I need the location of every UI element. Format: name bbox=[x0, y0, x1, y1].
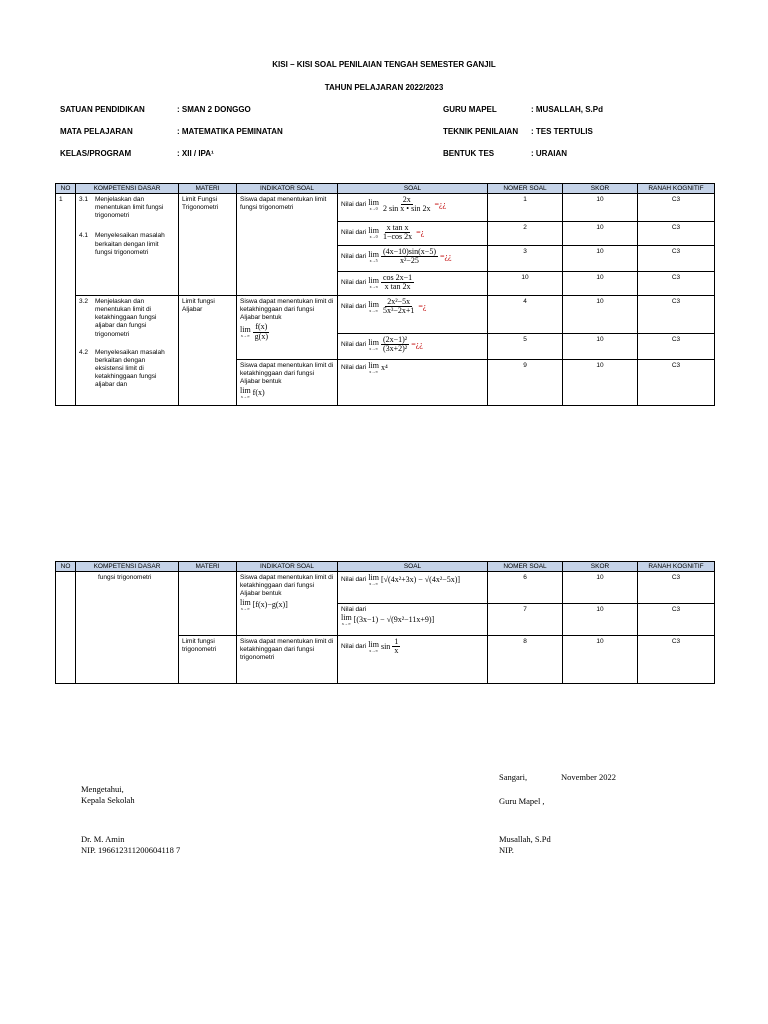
col-soal: SOAL bbox=[338, 184, 488, 194]
materi-cell-3: Limit fungsi trigonometri bbox=[179, 636, 237, 684]
soal-cell: Nilai dari lim x→∞ [(3x−1) − √(9x²−11x+9)] bbox=[338, 604, 488, 636]
signature-left-name: Dr. M. Amin NIP. 196612311200604118 7 bbox=[81, 834, 181, 855]
indikator-cell-3: Siswa dapat menentukan limit di ketakhinggaan dari fungsi Aljabar bentuk lim x→∞ f(x) bbox=[237, 360, 338, 406]
mapel-value: : MATEMATIKA PEMINATAN bbox=[177, 127, 283, 136]
soal-cell: Nilai dari lim x→∞ sin $\frac{1}{x}$ bbox=[338, 636, 488, 684]
table-row: Nilai dari lim x→∞ [(3x−1) − √(9x²−11x+9)] 7 10 C3 bbox=[56, 604, 715, 636]
table-header-row bbox=[56, 184, 715, 194]
bentuk-value: : URAIAN bbox=[531, 149, 567, 158]
col-ranah: RANAH KOGNITIF bbox=[638, 184, 715, 194]
bentuk-label: BENTUK TES bbox=[443, 149, 495, 158]
signature-right-name: Musallah, S.Pd NIP. bbox=[499, 834, 551, 855]
kelas-value: : XII / IPA¹ bbox=[177, 149, 214, 158]
kelas-label: KELAS/PROGRAM bbox=[60, 149, 132, 158]
guru-value: : MUSALLAH, S.Pd bbox=[531, 105, 603, 114]
soal-cell: Nilai dari lim x→∞ $\frac{\text{2x²−5x}}{\text{5x³−2x+1}}$ =¿ bbox=[338, 296, 488, 334]
table-row: fungsi trigonometri Siswa dapat menentukan limit di ketakhinggaan dari fungsi Aljabar bentuk lim x→∞ [f(x)−g(x)] Nilai dari lim x→∞ [√(4x²+3x) − √(4x²−5x)] 6 10 C3 bbox=[56, 572, 715, 604]
document-subtitle: TAHUN PELAJARAN 2022/2023 bbox=[324, 83, 444, 92]
signature-right-date: November 2022 bbox=[561, 772, 617, 782]
satuan-value: : SMAN 2 DONGGO bbox=[177, 105, 251, 114]
teknik-label: TEKNIK PENILAIAN bbox=[443, 127, 519, 136]
table-row: Nilai dari lim x→∞ $\frac{\text{(2x−1)²}}{\text{(3x+2)²}}$ =¿¿ 5 10 C3 bbox=[56, 334, 715, 360]
indikator-cell-1: Siswa dapat menentukan limit fungsi trigonometri bbox=[237, 194, 338, 296]
kd-cell-2: 3.2 Menjelaskan dan menentukan limit di ketakhinggaan fungsi aljabar dan fungsi trigonometri 4.2 Menyelesaikan masalah berkaitan dengan eksistensi limit di ketakhinggaan fungsi aljabar dan bbox=[76, 296, 179, 406]
soal-cell: Nilai dari lim x→5 $\frac{(4x-10)\sin(x-5)}{\text{x²−25}}$ =¿¿ bbox=[338, 246, 488, 272]
materi-cell-empty bbox=[179, 572, 237, 636]
kd-cell-1: 3.1 Menjelaskan dan menentukan limit fungsi trigonometri 4.1 Menyelesaikan masalah berkaitan dengan limit fungsi trigonometri bbox=[76, 194, 179, 296]
soal-cell: Nilai dari lim x→π $\frac{\cos 2x-1}{\text{x tan 2x}}$ bbox=[338, 272, 488, 296]
teknik-value: : TES TERTULIS bbox=[531, 127, 593, 136]
materi-cell-2: Limit fungsi Aljabar bbox=[179, 296, 237, 406]
indikator-cell-4: Siswa dapat menentukan limit di ketakhinggaan dari fungsi Aljabar bentuk lim x→∞ [f(x)−g(x)] bbox=[237, 572, 338, 636]
col-skor: SKOR bbox=[563, 184, 638, 194]
col-no: NO bbox=[56, 184, 76, 194]
row-no: 1 bbox=[56, 194, 76, 406]
document-title: KISI – KISI SOAL PENILAIAN TENGAH SEMESTER GANJIL bbox=[272, 60, 496, 69]
mapel-label: MATA PELAJARAN bbox=[60, 127, 133, 136]
materi-cell-1: Limit Fungsi Trigonometri bbox=[179, 194, 237, 296]
row-no bbox=[56, 572, 76, 684]
kd-cell-cont: fungsi trigonometri bbox=[76, 572, 179, 684]
table-row: Siswa dapat menentukan limit di ketakhinggaan dari fungsi Aljabar bentuk lim x→∞ f(x) Nilai dari lim x→∞ x⁴ 9 10 C3 bbox=[56, 360, 715, 406]
guru-label: GURU MAPEL bbox=[443, 105, 497, 114]
soal-cell: Nilai dari lim x→∞ [√(4x²+3x) − √(4x²−5x)] bbox=[338, 572, 488, 604]
table-row: Nilai dari lim x→5 $\frac{(4x-10)\sin(x-5)}{\text{x²−25}}$ =¿¿ 3 10 C3 bbox=[56, 246, 715, 272]
table-row: 1 3.1 Menjelaskan dan menentukan limit fungsi trigonometri 4.1 Menyelesaikan masalah berkaitan dengan limit fungsi trigonometri Limit Fungsi Trigonometri Siswa dapat menentukan limit fungsi trigonometri Nilai dari lim x→0 $\frac{2x}{\text{2 sin x • sin 2x}}$ =¿¿ 1 10 C3 bbox=[56, 194, 715, 222]
signature-right-place: Sangari, bbox=[499, 772, 528, 782]
kisi-table-2 bbox=[55, 561, 715, 684]
table-row: Nilai dari lim x→0 $\frac{\text{x tan x}}{1-\cos 2x}$ =¿ 2 10 C3 bbox=[56, 222, 715, 246]
kisi-table-1 bbox=[55, 183, 715, 406]
col-kompetensi: KOMPETENSI DASAR bbox=[76, 184, 179, 194]
soal-cell: Nilai dari lim x→∞ x⁴ bbox=[338, 360, 488, 406]
soal-cell: Nilai dari lim x→0 $\frac{\text{x tan x}}{1-\cos 2x}$ =¿ bbox=[338, 222, 488, 246]
soal-cell: Nilai dari lim x→∞ $\frac{\text{(2x−1)²}}{\text{(3x+2)²}}$ =¿¿ bbox=[338, 334, 488, 360]
col-indikator: INDIKATOR SOAL bbox=[237, 184, 338, 194]
satuan-label: SATUAN PENDIDIKAN bbox=[60, 105, 145, 114]
indikator-cell-2: Siswa dapat menentukan limit di ketakhinggaan dari fungsi Aljabar bentuk lim x→∞ $\frac{f(x)}{g(x)}$ bbox=[237, 296, 338, 360]
col-materi: MATERI bbox=[179, 184, 237, 194]
table-row: Nilai dari lim x→π $\frac{\cos 2x-1}{\text{x tan 2x}}$ 10 10 C3 bbox=[56, 272, 715, 296]
signature-left: Mengetahui, Kepala Sekolah bbox=[81, 784, 135, 805]
col-nomer: NOMER SOAL bbox=[488, 184, 563, 194]
soal-cell: Nilai dari lim x→0 $\frac{2x}{\text{2 sin x • sin 2x}}$ =¿¿ bbox=[338, 194, 488, 222]
table-row: Limit fungsi trigonometri Siswa dapat menentukan limit di ketakhinggaan dari fungsi trigonometri Nilai dari lim x→∞ sin $\frac{1}{x}$ 8 10 C3 bbox=[56, 636, 715, 684]
indikator-cell-5: Siswa dapat menentukan limit di ketakhinggaan dari fungsi trigonometri bbox=[237, 636, 338, 684]
table-header-row: NO KOMPETENSI DASAR MATERI INDIKATOR SOAL SOAL NOMER SOAL SKOR RANAH KOGNITIF bbox=[56, 562, 715, 572]
signature-right-role: Guru Mapel , bbox=[499, 796, 545, 806]
table-row: 3.2 Menjelaskan dan menentukan limit di ketakhinggaan fungsi aljabar dan fungsi trigonometri 4.2 Menyelesaikan masalah berkaitan dengan eksistensi limit di ketakhinggaan fungsi aljabar dan Limit fungsi Aljabar Siswa dapat menentukan limit di ketakhinggaan dari fungsi Aljabar bentuk lim x→∞ $\frac{f(x)}{g(x)}$ Nilai dari lim x→∞ $\frac{\text{2x²−5x}}{\text{5x³−2x+1}}$ =¿ 4 10 C3 bbox=[56, 296, 715, 334]
